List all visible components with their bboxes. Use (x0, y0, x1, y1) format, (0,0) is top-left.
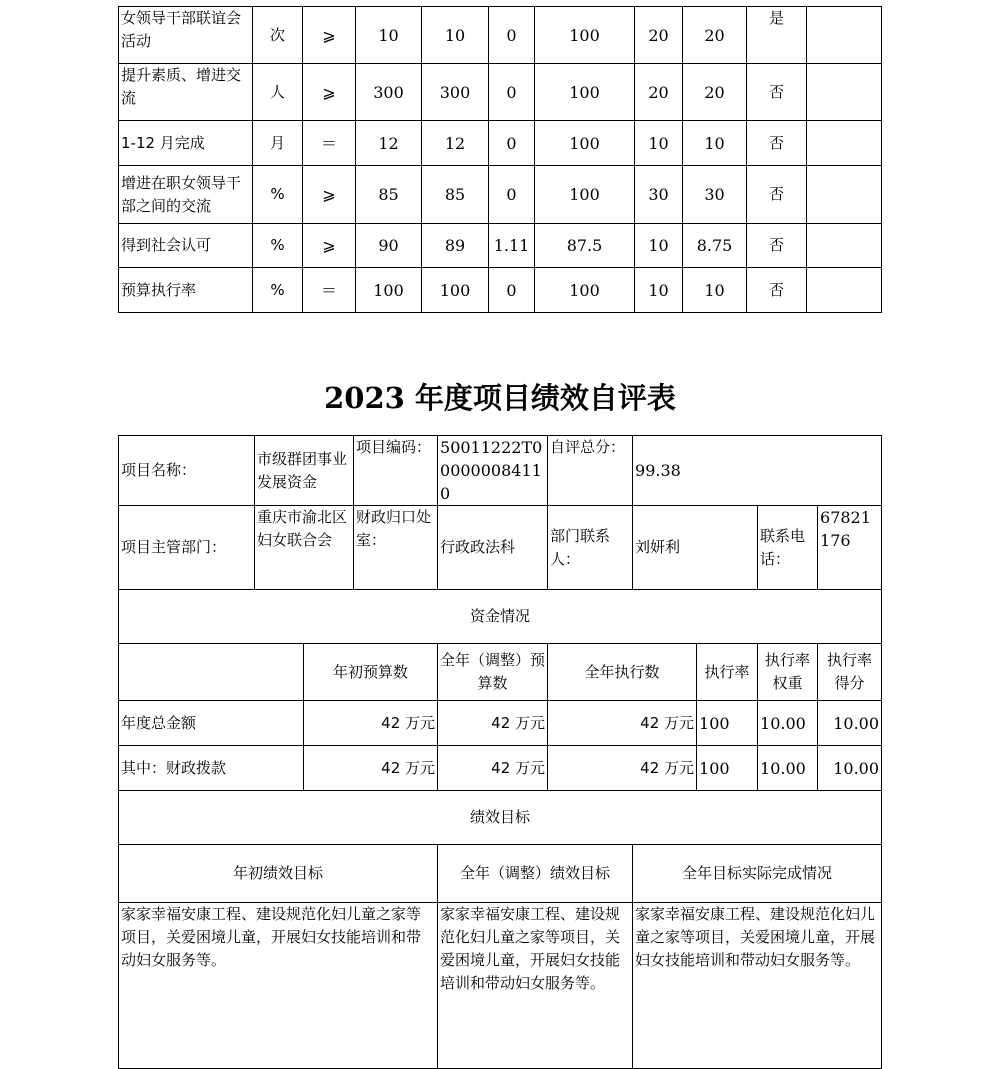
self-evaluation-table (118, 435, 882, 1069)
table-row (119, 590, 882, 644)
goals-initial-text: 家家幸福安康工程、建设规范化妇儿童之家等项目，关爱困境儿童，开展妇女技能培训和带动妇女服务等。 (119, 903, 438, 1069)
table-row (119, 268, 882, 313)
goals-header: 全年目标实际完成情况 (633, 845, 882, 903)
indicator-name: 女领导干部联谊会活动 (119, 7, 253, 64)
indicator-score: 20 (683, 7, 747, 64)
funds-row-label: 其中：财政拨款 (119, 746, 304, 791)
funds-header: 全年执行数 (548, 644, 697, 701)
indicator-flag: 否 (747, 64, 807, 121)
table-row (119, 506, 882, 590)
funds-adjusted: 42 万元 (438, 701, 548, 746)
goals-adjusted-text: 家家幸福安康工程、建设规范化妇儿童之家等项目，关爱困境儿童，开展妇女技能培训和带动妇女服务等。 (438, 903, 633, 1069)
indicator-deviation: 0 (489, 268, 535, 313)
funds-header: 执行率 (697, 644, 758, 701)
indicator-table (118, 6, 882, 313)
dept-label: 项目主管部门： (119, 506, 255, 590)
goals-section-label: 绩效目标 (119, 791, 882, 845)
indicator-target: 10 (356, 7, 422, 64)
funds-executed: 42 万元 (548, 746, 697, 791)
phone-label: 联系电话： (758, 506, 818, 590)
indicator-operator: ⩾ (303, 166, 356, 224)
indicator-target: 90 (356, 224, 422, 268)
indicator-rate: 100 (535, 64, 635, 121)
indicator-note (807, 268, 882, 313)
indicator-actual: 300 (422, 64, 489, 121)
self-score-value: 99.38 (633, 436, 882, 506)
table-row (119, 436, 882, 506)
indicator-deviation: 0 (489, 7, 535, 64)
indicator-rate: 100 (535, 7, 635, 64)
table-row (119, 121, 882, 166)
indicator-note (807, 166, 882, 224)
funds-section-label: 资金情况 (119, 590, 882, 644)
finance-office-value: 行政政法科 (438, 506, 548, 590)
indicator-operator: ⩾ (303, 64, 356, 121)
indicator-note (807, 224, 882, 268)
indicator-actual: 12 (422, 121, 489, 166)
table-row (119, 791, 882, 845)
page-title: 2023 年度项目绩效自评表 (324, 381, 676, 415)
indicator-weight: 10 (635, 268, 683, 313)
indicator-target: 85 (356, 166, 422, 224)
contact-label: 部门联系人： (548, 506, 633, 590)
indicator-target: 12 (356, 121, 422, 166)
indicator-weight: 30 (635, 166, 683, 224)
indicator-score: 8.75 (683, 224, 747, 268)
indicator-unit: % (253, 268, 303, 313)
project-code-value: 50011222T000000084110 (438, 436, 548, 506)
indicator-note (807, 7, 882, 64)
funds-header-blank (119, 644, 304, 701)
goals-actual-text: 家家幸福安康工程、建设规范化妇儿童之家等项目，关爱困境儿童，开展妇女技能培训和带动妇女服务等。 (633, 903, 882, 1069)
project-name-label: 项目名称： (119, 436, 255, 506)
finance-office-label: 财政归口处室： (354, 506, 438, 590)
indicator-weight: 10 (635, 224, 683, 268)
indicator-flag: 否 (747, 268, 807, 313)
indicator-target: 300 (356, 64, 422, 121)
indicator-actual: 89 (422, 224, 489, 268)
table-row (119, 64, 882, 121)
self-score-label: 自评总分： (548, 436, 633, 506)
indicator-deviation: 1.11 (489, 224, 535, 268)
indicator-score: 30 (683, 166, 747, 224)
table-row (119, 166, 882, 224)
indicator-note (807, 64, 882, 121)
indicator-score: 20 (683, 64, 747, 121)
funds-weight: 10.00 (758, 746, 818, 791)
indicator-flag: 否 (747, 121, 807, 166)
funds-header: 全年（调整）预算数 (438, 644, 548, 701)
project-code-label: 项目编码： (354, 436, 438, 506)
indicator-rate: 100 (535, 121, 635, 166)
goals-header: 年初绩效目标 (119, 845, 438, 903)
funds-adjusted: 42 万元 (438, 746, 548, 791)
goals-header: 全年（调整）绩效目标 (438, 845, 633, 903)
indicator-name: 得到社会认可 (119, 224, 253, 268)
funds-rate: 100 (697, 746, 758, 791)
indicator-operator: ⩾ (303, 7, 356, 64)
indicator-score: 10 (683, 121, 747, 166)
funds-initial: 42 万元 (304, 701, 438, 746)
table-row (119, 701, 882, 746)
funds-executed: 42 万元 (548, 701, 697, 746)
indicator-note (807, 121, 882, 166)
indicator-name: 预算执行率 (119, 268, 253, 313)
phone-value: 67821176 (818, 506, 882, 590)
indicator-deviation: 0 (489, 166, 535, 224)
indicator-operator: ＝ (303, 121, 356, 166)
indicator-rate: 100 (535, 268, 635, 313)
indicator-flag: 是 (747, 7, 807, 64)
indicator-actual: 10 (422, 7, 489, 64)
indicator-operator: ＝ (303, 268, 356, 313)
indicator-flag: 否 (747, 166, 807, 224)
indicator-name: 增进在职女领导干部之间的交流 (119, 166, 253, 224)
indicator-operator: ⩾ (303, 224, 356, 268)
table-row (119, 903, 882, 1069)
indicator-deviation: 0 (489, 64, 535, 121)
indicator-weight: 20 (635, 64, 683, 121)
indicator-unit: 月 (253, 121, 303, 166)
indicator-weight: 20 (635, 7, 683, 64)
funds-score: 10.00 (818, 701, 882, 746)
indicator-score: 10 (683, 268, 747, 313)
funds-score: 10.00 (818, 746, 882, 791)
contact-value: 刘妍利 (633, 506, 758, 590)
indicator-target: 100 (356, 268, 422, 313)
indicator-deviation: 0 (489, 121, 535, 166)
project-name-value: 市级群团事业发展资金 (255, 436, 354, 506)
indicator-unit: % (253, 224, 303, 268)
table-row (119, 746, 882, 791)
table-row (119, 224, 882, 268)
indicator-unit: 人 (253, 64, 303, 121)
table-row (119, 845, 882, 903)
indicator-name: 提升素质、增进交流 (119, 64, 253, 121)
indicator-actual: 100 (422, 268, 489, 313)
indicator-rate: 100 (535, 166, 635, 224)
indicator-weight: 10 (635, 121, 683, 166)
indicator-name: 1-12 月完成 (119, 121, 253, 166)
funds-weight: 10.00 (758, 701, 818, 746)
indicator-unit: % (253, 166, 303, 224)
table-row (119, 7, 882, 64)
indicator-unit: 次 (253, 7, 303, 64)
indicator-rate: 87.5 (535, 224, 635, 268)
funds-row-label: 年度总金额 (119, 701, 304, 746)
indicator-actual: 85 (422, 166, 489, 224)
dept-value: 重庆市渝北区妇女联合会 (255, 506, 354, 590)
funds-header: 执行率权重 (758, 644, 818, 701)
indicator-flag: 否 (747, 224, 807, 268)
funds-header: 年初预算数 (304, 644, 438, 701)
table-row (119, 644, 882, 701)
funds-initial: 42 万元 (304, 746, 438, 791)
funds-header: 执行率得分 (818, 644, 882, 701)
funds-rate: 100 (697, 701, 758, 746)
